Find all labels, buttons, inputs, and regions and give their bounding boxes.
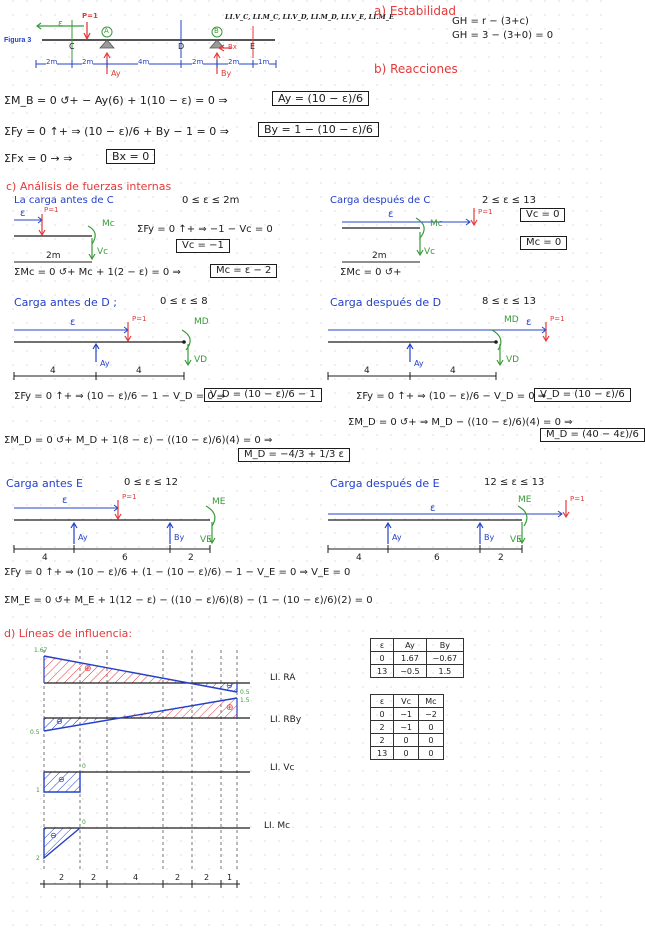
t1-cell: 1.5 <box>426 665 464 678</box>
li-span-1: 2 <box>59 873 65 882</box>
li-ra-label: LI. RA <box>270 673 296 683</box>
li-span-4: 2 <box>175 873 181 882</box>
c5-eq1: ΣFy = 0 ↑+ ⇒ (10 − ε)/6 + (1 − (10 − ε)/6) − 1 − V_E = 0 ⇒ V_E = 0 <box>4 567 351 578</box>
span-2: 2m <box>82 58 94 66</box>
span-4: 2m <box>192 58 204 66</box>
c4-ay: Ay <box>414 359 424 368</box>
c4-span2: 4 <box>450 366 456 376</box>
internal-forces-table <box>370 694 444 760</box>
reaction-eq2: ΣFy = 0 ↑+ ⇒ (10 − ε)/6 + By − 1 = 0 ⇒ <box>4 125 229 138</box>
table-row <box>371 721 444 734</box>
t1-header-ay: Ay <box>394 639 426 652</box>
c5-epsilon: ε <box>62 495 68 506</box>
c3-eq2: ΣM_D = 0 ↺+ M_D + 1(8 − ε) − ((10 − ε)/6)(4) = 0 ⇒ <box>4 435 273 446</box>
c2-epsilon: ε <box>388 209 394 220</box>
c5-by: By <box>174 533 185 542</box>
reaction-eq3-result: Bx = 0 <box>106 149 155 164</box>
span-5: 2m <box>228 58 240 66</box>
t2-cell: 2 <box>371 734 394 747</box>
reaction-bx: Bx <box>228 43 237 51</box>
c6-range: 12 ≤ ε ≤ 13 <box>484 477 545 488</box>
c4-title: Carga después de D <box>330 296 442 309</box>
c2-range: 2 ≤ ε ≤ 13 <box>482 195 536 206</box>
c4-md: MD <box>504 315 519 325</box>
li-rby-value-right: 1.5 <box>240 697 250 704</box>
c5-ve: VE <box>200 535 212 545</box>
reaction-eq2-result: By = 1 − (10 − ε)/6 <box>258 122 379 137</box>
li-vc-label: LI. Vc <box>270 763 295 773</box>
reaction-by: By <box>221 69 232 78</box>
li-mc-label: LI. Mc <box>264 821 291 831</box>
c5-span3: 2 <box>188 553 194 563</box>
c5-load: P=1 <box>122 493 137 501</box>
c6-by: By <box>484 533 495 542</box>
reactions-table <box>370 638 464 678</box>
c1-res1: Vc = −1 <box>176 239 230 253</box>
c4-load: P=1 <box>550 315 565 323</box>
t2-header-vc: Vc <box>394 695 419 708</box>
c1-load: P=1 <box>44 206 59 214</box>
c1-epsilon: ε <box>20 208 26 219</box>
c4-span1: 4 <box>364 366 370 376</box>
reaction-eq1-result: Ay = (10 − ε)/6 <box>272 91 369 106</box>
li-ra-sign-neg: ⊖ <box>226 681 233 690</box>
t2-cell: −1 <box>394 721 419 734</box>
c5-span2: 6 <box>122 553 128 563</box>
li-rby-label: LI. RBy <box>270 715 302 725</box>
point-d: D <box>178 42 185 51</box>
c5-eq2: ΣM_E = 0 ↺+ M_E + 1(12 − ε) − ((10 − ε)/6)(8) − (1 − (10 − ε)/6)(2) = 0 <box>4 595 373 606</box>
figure-load-label: P=1 <box>82 12 98 20</box>
c4-vd: VD <box>506 355 520 365</box>
table-row <box>371 665 464 678</box>
t2-cell: 0 <box>418 721 443 734</box>
t2-cell: 0 <box>394 734 419 747</box>
c4-eq2: ΣM_D = 0 ↺+ ⇒ M_D − ((10 − ε)/6)(4) = 0 ⇒ <box>348 417 573 428</box>
point-e: E <box>250 42 256 51</box>
li-span-5: 2 <box>204 873 210 882</box>
t2-cell: 2 <box>371 721 394 734</box>
c2-title: Carga después de C <box>330 195 431 206</box>
t2-cell: 0 <box>371 708 394 721</box>
reaction-ay: Ay <box>111 69 121 78</box>
c1-span: 2m <box>46 251 61 261</box>
c5-me: ME <box>212 497 226 507</box>
c4-epsilon: ε <box>526 317 532 328</box>
c1-title: La carga antes de C <box>14 195 114 206</box>
section-a-line2: GH = 3 − (3+0) = 0 <box>452 30 554 41</box>
section-b-title: b) Reacciones <box>374 62 458 76</box>
li-span-2: 2 <box>91 873 97 882</box>
c3-range: 0 ≤ ε ≤ 8 <box>160 296 208 307</box>
figure-caption: Figura 3 <box>4 37 32 44</box>
c2-res2: Mc = 0 <box>520 236 567 250</box>
span-6: 1m <box>258 58 270 66</box>
c3-res2: M_D = −4/3 + 1/3 ε <box>238 448 350 462</box>
support-a: A <box>104 27 109 35</box>
c5-title: Carga antes E <box>6 477 83 490</box>
t2-header-mc: Mc <box>418 695 443 708</box>
c2-mc: Mc <box>430 219 443 229</box>
c6-epsilon: ε <box>430 503 436 514</box>
li-mc-value-two: 2 <box>36 855 40 862</box>
t2-cell: 0 <box>418 747 443 760</box>
c3-load: P=1 <box>132 315 147 323</box>
c4-res2: M_D = (40 − 4ε)/6 <box>540 428 645 442</box>
figure-epsilon: ε <box>58 19 63 29</box>
t2-cell: 0 <box>418 734 443 747</box>
c3-res1: V_D = (10 − ε)/6 − 1 <box>204 388 322 402</box>
li-span-3: 4 <box>133 873 139 882</box>
section-a-title: a) Estabilidad <box>374 4 456 18</box>
table-row <box>371 708 444 721</box>
span-1: 2m <box>46 58 58 66</box>
section-c-title: c) Análisis de fuerzas internas <box>6 180 172 193</box>
li-rby-value-left: 0.5 <box>30 729 40 736</box>
li-rby-sign-pos: ⊕ <box>226 703 234 713</box>
c6-span2: 6 <box>434 553 440 563</box>
c3-ay: Ay <box>100 359 110 368</box>
li-rby-sign-neg: ⊖ <box>56 717 63 726</box>
t1-cell: 0 <box>371 652 394 665</box>
t1-header-by: By <box>426 639 464 652</box>
c3-span2: 4 <box>136 366 142 376</box>
li-vc-value-one: 1 <box>36 787 40 794</box>
reaction-eq3: ΣFx = 0 → ⇒ <box>4 152 73 165</box>
c2-span: 2m <box>372 251 387 261</box>
c6-span3: 2 <box>498 553 504 563</box>
c4-range: 8 ≤ ε ≤ 13 <box>482 296 536 307</box>
li-mc-value-zero: 0 <box>82 819 86 826</box>
c2-res1: Vc = 0 <box>520 208 565 222</box>
li-vc-value-zero: 0 <box>82 763 86 770</box>
c3-vd: VD <box>194 355 208 365</box>
li-ra-sign-pos: ⊕ <box>84 664 92 674</box>
c3-epsilon: ε <box>70 317 76 328</box>
c4-eq1: ΣFy = 0 ↑+ ⇒ (10 − ε)/6 − V_D = 0 ⇒ <box>356 391 547 402</box>
c6-span1: 4 <box>356 553 362 563</box>
section-a-line1: GH = r − (3+c) <box>452 16 529 27</box>
t1-cell: −0.67 <box>426 652 464 665</box>
c3-md: MD <box>194 317 209 327</box>
c1-eq2: ΣMc = 0 ↺+ Mc + 1(2 − ε) = 0 ⇒ <box>14 267 181 278</box>
span-3: 4m <box>138 58 150 66</box>
li-span-6: 1 <box>227 873 233 882</box>
t2-cell: −1 <box>394 708 419 721</box>
c1-res2: Mc = ε − 2 <box>210 264 277 278</box>
table-row <box>371 747 444 760</box>
li-ra-value-left: 1.67 <box>34 647 48 654</box>
table-row <box>371 652 464 665</box>
t2-cell: 0 <box>394 747 419 760</box>
c6-me: ME <box>518 495 532 505</box>
t1-cell: 13 <box>371 665 394 678</box>
c5-ay: Ay <box>78 533 88 542</box>
table-row <box>371 734 444 747</box>
c1-mc: Mc <box>102 219 115 229</box>
c4-res1: V_D = (10 − ε)/6 <box>534 388 631 402</box>
c6-title: Carga después de E <box>330 477 440 490</box>
t1-cell: −0.5 <box>394 665 426 678</box>
t2-header-epsilon: ε <box>371 695 394 708</box>
c1-eq1: ΣFy = 0 ↑+ ⇒ −1 − Vc = 0 <box>137 224 273 235</box>
t2-cell: 13 <box>371 747 394 760</box>
li-ra-value-right: 0.5 <box>240 689 250 696</box>
c3-span1: 4 <box>50 366 56 376</box>
c3-title: Carga antes de D ; <box>14 296 117 309</box>
c5-range: 0 ≤ ε ≤ 12 <box>124 477 178 488</box>
influence-list: LI.V_C, LI.M_C, LI.V_D, LI.M_D, LI.V_E, LI.M_E <box>225 13 394 21</box>
t1-header-epsilon: ε <box>371 639 394 652</box>
li-mc-sign: ⊖ <box>50 831 57 840</box>
c3-eq1: ΣFy = 0 ↑+ ⇒ (10 − ε)/6 − 1 − V_D = 0 ⇒ <box>14 391 226 402</box>
c6-ve: VE <box>510 535 522 545</box>
c2-vc: Vc <box>424 247 436 257</box>
c1-vc: Vc <box>97 247 109 257</box>
t2-cell: −2 <box>418 708 443 721</box>
c6-load: P=1 <box>570 495 585 503</box>
point-c: C <box>69 42 75 51</box>
t1-cell: 1.67 <box>394 652 426 665</box>
li-vc-sign: ⊖ <box>58 775 65 784</box>
section-d-title: d) Líneas de influencia: <box>4 627 133 640</box>
c5-span1: 4 <box>42 553 48 563</box>
c1-range: 0 ≤ ε ≤ 2m <box>182 195 240 206</box>
c2-moment: ΣMc = 0 ↺+ <box>340 267 402 278</box>
c6-ay: Ay <box>392 533 402 542</box>
support-b: B <box>214 27 219 35</box>
c2-load: P=1 <box>478 208 493 216</box>
reaction-eq1: ΣM_B = 0 ↺+ − Ay(6) + 1(10 − ε) = 0 ⇒ <box>4 94 228 107</box>
